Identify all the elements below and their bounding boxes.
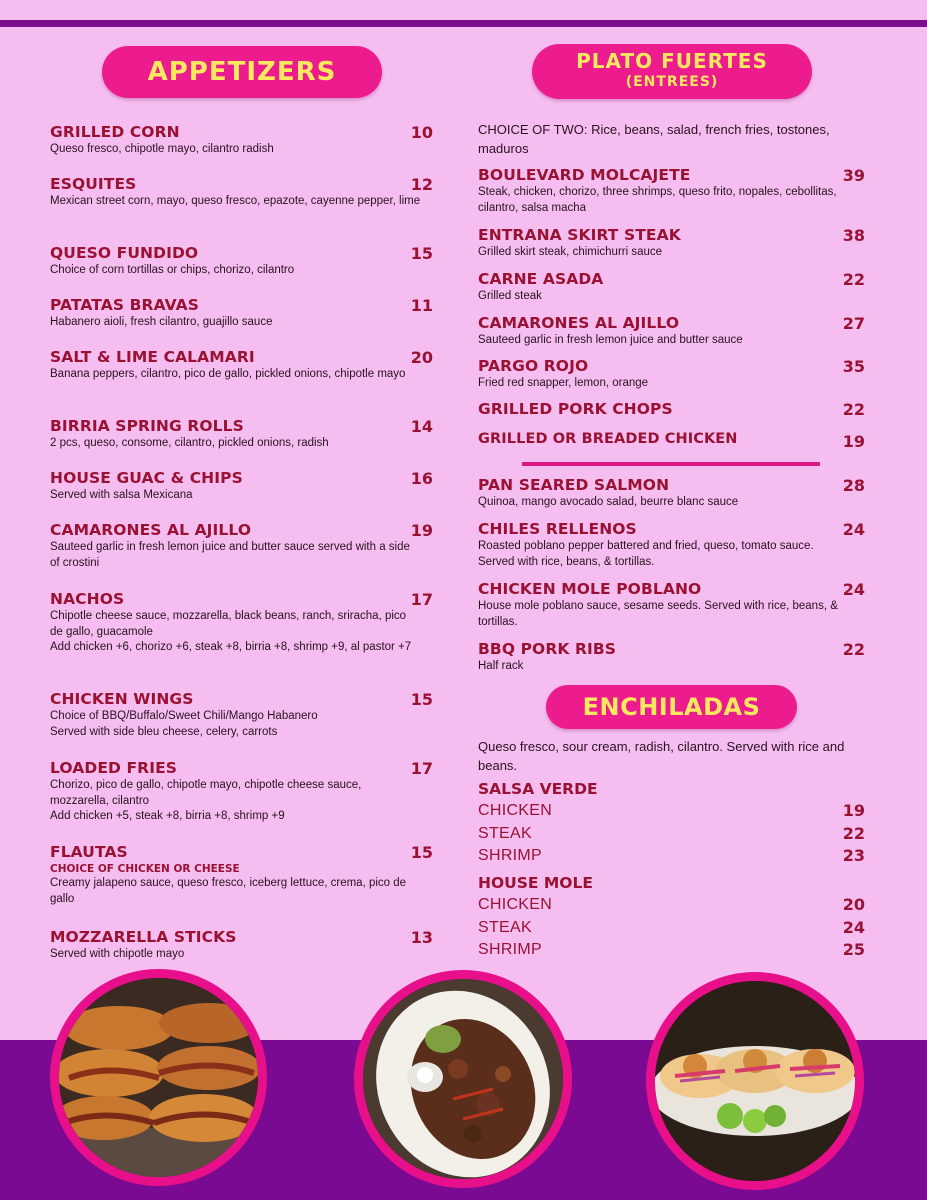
item-name: BIRRIA SPRING ROLLS: [50, 417, 244, 435]
option-label: STEAK: [478, 825, 532, 842]
option-label: SHRIMP: [478, 941, 543, 958]
item-price: 11: [410, 296, 433, 315]
menu-item-flautas: [50, 843, 435, 907]
option-price: 23: [842, 846, 865, 865]
item-name: BBQ PORK RIBS: [478, 640, 617, 658]
item-description: Choice of BBQ/Buffalo/Sweet Chili/Mango Habanero: [50, 710, 318, 722]
item-description: Steak, chicken, chorizo, three shrimps, queso frito, nopales, cebollitas, cilantro, salsa macha: [478, 186, 837, 214]
item-name: QUESO FUNDIDO: [50, 244, 199, 262]
menu-item-bbq-ribs: [478, 640, 865, 675]
item-addons: Add chicken +5, steak +8, birria +8, shrimp +9: [50, 810, 285, 822]
item-price: 35: [842, 357, 865, 376]
item-name: CARNE ASADA: [478, 270, 604, 288]
option-label: CHICKEN: [478, 896, 553, 913]
entrees-subtitle: (ENTREES): [625, 74, 719, 90]
item-price: 22: [842, 400, 865, 419]
menu-item-grilled-corn: [50, 123, 435, 158]
item-description: Served with salsa Mexicana: [50, 489, 193, 501]
item-name: ENTRANA SKIRT STEAK: [478, 226, 681, 244]
item-description: Sauteed garlic in fresh lemon juice and butter sauce: [478, 334, 743, 346]
item-name: PARGO ROJO: [478, 357, 589, 375]
item-price: 17: [410, 590, 433, 609]
item-name: GRILLED CORN: [50, 123, 180, 141]
item-description: Grilled skirt steak, chimichurri sauce: [478, 246, 663, 258]
menu-item-carne-asada: [478, 270, 865, 305]
item-name: NACHOS: [50, 590, 125, 608]
item-name: ESQUITES: [50, 175, 137, 193]
item-description: Served with chipotle mayo: [50, 948, 185, 960]
item-name: CAMARONES AL AJILLO: [478, 314, 680, 332]
item-name: SALT & LIME CALAMARI: [50, 348, 255, 366]
option-price: 24: [842, 918, 865, 937]
item-name: LOADED FRIES: [50, 759, 178, 777]
item-price: 22: [842, 270, 865, 289]
entrees-choice-note: CHOICE OF TWO: Rice, beans, salad, french fries, tostones, maduros: [478, 122, 830, 156]
option-label: CHICKEN: [478, 802, 553, 819]
menu-item-chiles-rellenos: [478, 520, 865, 570]
top-accent-bar: [0, 20, 927, 27]
menu-item-birria-spring-rolls: [50, 417, 435, 452]
enchiladas-header: ENCHILADAS: [546, 685, 797, 729]
item-description: Sauteed garlic in fresh lemon juice and butter sauce served with a side of crostini: [50, 541, 410, 569]
menu-item-mole-poblano: [478, 580, 865, 630]
item-price: 14: [410, 417, 433, 436]
item-price: 19: [842, 432, 865, 451]
menu-item-salmon: [478, 476, 865, 511]
item-addons: Served with side bleu cheese, celery, carrots: [50, 725, 278, 738]
item-description: Fried red snapper, lemon, orange: [478, 377, 649, 389]
enchilada-option: [478, 939, 865, 961]
enchilada-option: [478, 894, 865, 916]
item-description: House mole poblano sauce, sesame seeds. Served with rice, beans, & tortillas.: [478, 600, 838, 628]
entrees-title: PLATO FUERTES: [576, 49, 768, 73]
item-price: 24: [842, 520, 865, 539]
item-price: 15: [410, 843, 433, 862]
menu-item-skirt-steak: [478, 226, 865, 261]
item-description: Mexican street corn, mayo, queso fresco, epazote, cayenne pepper, lime: [50, 195, 421, 207]
item-choice-note: CHOICE OF CHICKEN OR CHEESE: [50, 863, 240, 875]
option-label: SHRIMP: [478, 847, 543, 864]
food-photo-shrimp-tacos: [646, 972, 864, 1190]
item-name: MOZZARELLA STICKS: [50, 928, 237, 946]
item-description: Chorizo, pico de gallo, chipotle mayo, chipotle cheese sauce, mozzarella, cilantro: [50, 779, 362, 807]
item-name: GRILLED PORK CHOPS: [478, 400, 673, 418]
menu-item-queso-fundido: [50, 244, 435, 279]
item-price: 17: [410, 759, 433, 778]
item-name: FLAUTAS: [50, 843, 128, 861]
enchilada-option: [478, 800, 865, 822]
menu-item-molcajete: [478, 166, 865, 216]
item-price: 19: [410, 521, 433, 540]
item-name: CAMARONES AL AJILLO: [50, 521, 252, 539]
item-description: Roasted poblano pepper battered and fried, queso, tomato sauce. Served with rice, beans, & tortillas.: [478, 540, 814, 568]
item-description: Creamy jalapeno sauce, queso fresco, iceberg lettuce, crema, pico de gallo: [50, 877, 407, 905]
item-name: BOULEVARD MOLCAJETE: [478, 166, 691, 184]
food-photo-carne-plate: [354, 970, 572, 1188]
option-price: 22: [842, 824, 865, 843]
item-description: 2 pcs, queso, consome, cilantro, pickled onions, radish: [50, 437, 329, 449]
item-addons: Add chicken +6, chorizo +6, steak +8, birria +8, shrimp +9, al pastor +7: [50, 641, 412, 653]
item-name: CHICKEN MOLE POBLANO: [478, 580, 702, 598]
menu-item-mozzarella-sticks: [50, 928, 435, 963]
enchilada-option: [478, 845, 865, 867]
menu-item-camarones-entree: [478, 314, 865, 349]
item-price: 13: [410, 928, 433, 947]
option-price: 19: [842, 801, 865, 820]
option-price: 20: [842, 895, 865, 914]
item-price: 22: [842, 640, 865, 659]
item-name: HOUSE GUAC & CHIPS: [50, 469, 243, 487]
enchilada-group-title: HOUSE MOLE: [478, 874, 593, 892]
menu-item-patatas-bravas: [50, 296, 435, 331]
item-price: 24: [842, 580, 865, 599]
entrees-header: [532, 44, 812, 99]
item-price: 27: [842, 314, 865, 333]
menu-item-guac-chips: [50, 469, 435, 504]
enchilada-option: [478, 823, 865, 845]
item-name: PAN SEARED SALMON: [478, 476, 670, 494]
item-price: 20: [410, 348, 433, 367]
item-description: Quinoa, mango avocado salad, beurre blanc sauce: [478, 496, 739, 508]
item-description: Chipotle cheese sauce, mozzarella, black beans, ranch, sriracha, pico de gallo, guacamole: [50, 610, 407, 638]
section-divider: [522, 462, 820, 466]
item-price: 28: [842, 476, 865, 495]
menu-item-pork-chops: [478, 400, 865, 419]
item-name: PATATAS BRAVAS: [50, 296, 200, 314]
item-description: Banana peppers, cilantro, pico de gallo, pickled onions, chipotle mayo: [50, 368, 406, 380]
item-name: CHILES RELLENOS: [478, 520, 637, 538]
menu-item-nachos: [50, 590, 435, 656]
option-price: 25: [842, 940, 865, 959]
item-price: 15: [410, 690, 433, 709]
menu-item-loaded-fries: [50, 759, 435, 825]
menu-item-calamari: [50, 348, 435, 383]
food-photo-tacos: [50, 969, 267, 1186]
item-price: 38: [842, 226, 865, 245]
item-description: Choice of corn tortillas or chips, chorizo, cilantro: [50, 264, 295, 276]
item-price: 39: [842, 166, 865, 185]
item-price: 15: [410, 244, 433, 263]
item-description: Grilled steak: [478, 290, 542, 302]
item-description: Half rack: [478, 660, 524, 672]
item-description: Habanero aioli, fresh cilantro, guajillo sauce: [50, 316, 273, 328]
menu-item-camarones-app: [50, 521, 435, 571]
option-label: STEAK: [478, 919, 532, 936]
item-price: 16: [410, 469, 433, 488]
item-price: 10: [410, 123, 433, 142]
appetizers-header: APPETIZERS: [102, 46, 382, 98]
menu-item-chicken-wings: [50, 690, 435, 740]
enchilada-group-title: SALSA VERDE: [478, 780, 598, 798]
menu-item-pargo-rojo: [478, 357, 865, 392]
enchilada-option: [478, 917, 865, 939]
item-price: 12: [410, 175, 433, 194]
item-name: GRILLED OR BREADED CHICKEN: [478, 431, 738, 447]
menu-item-chicken: [478, 430, 865, 449]
item-name: CHICKEN WINGS: [50, 690, 194, 708]
item-description: Queso fresco, chipotle mayo, cilantro radish: [50, 143, 274, 155]
enchiladas-intro: Queso fresco, sour cream, radish, cilantro. Served with rice and beans.: [478, 739, 845, 773]
menu-item-esquites: [50, 175, 435, 210]
